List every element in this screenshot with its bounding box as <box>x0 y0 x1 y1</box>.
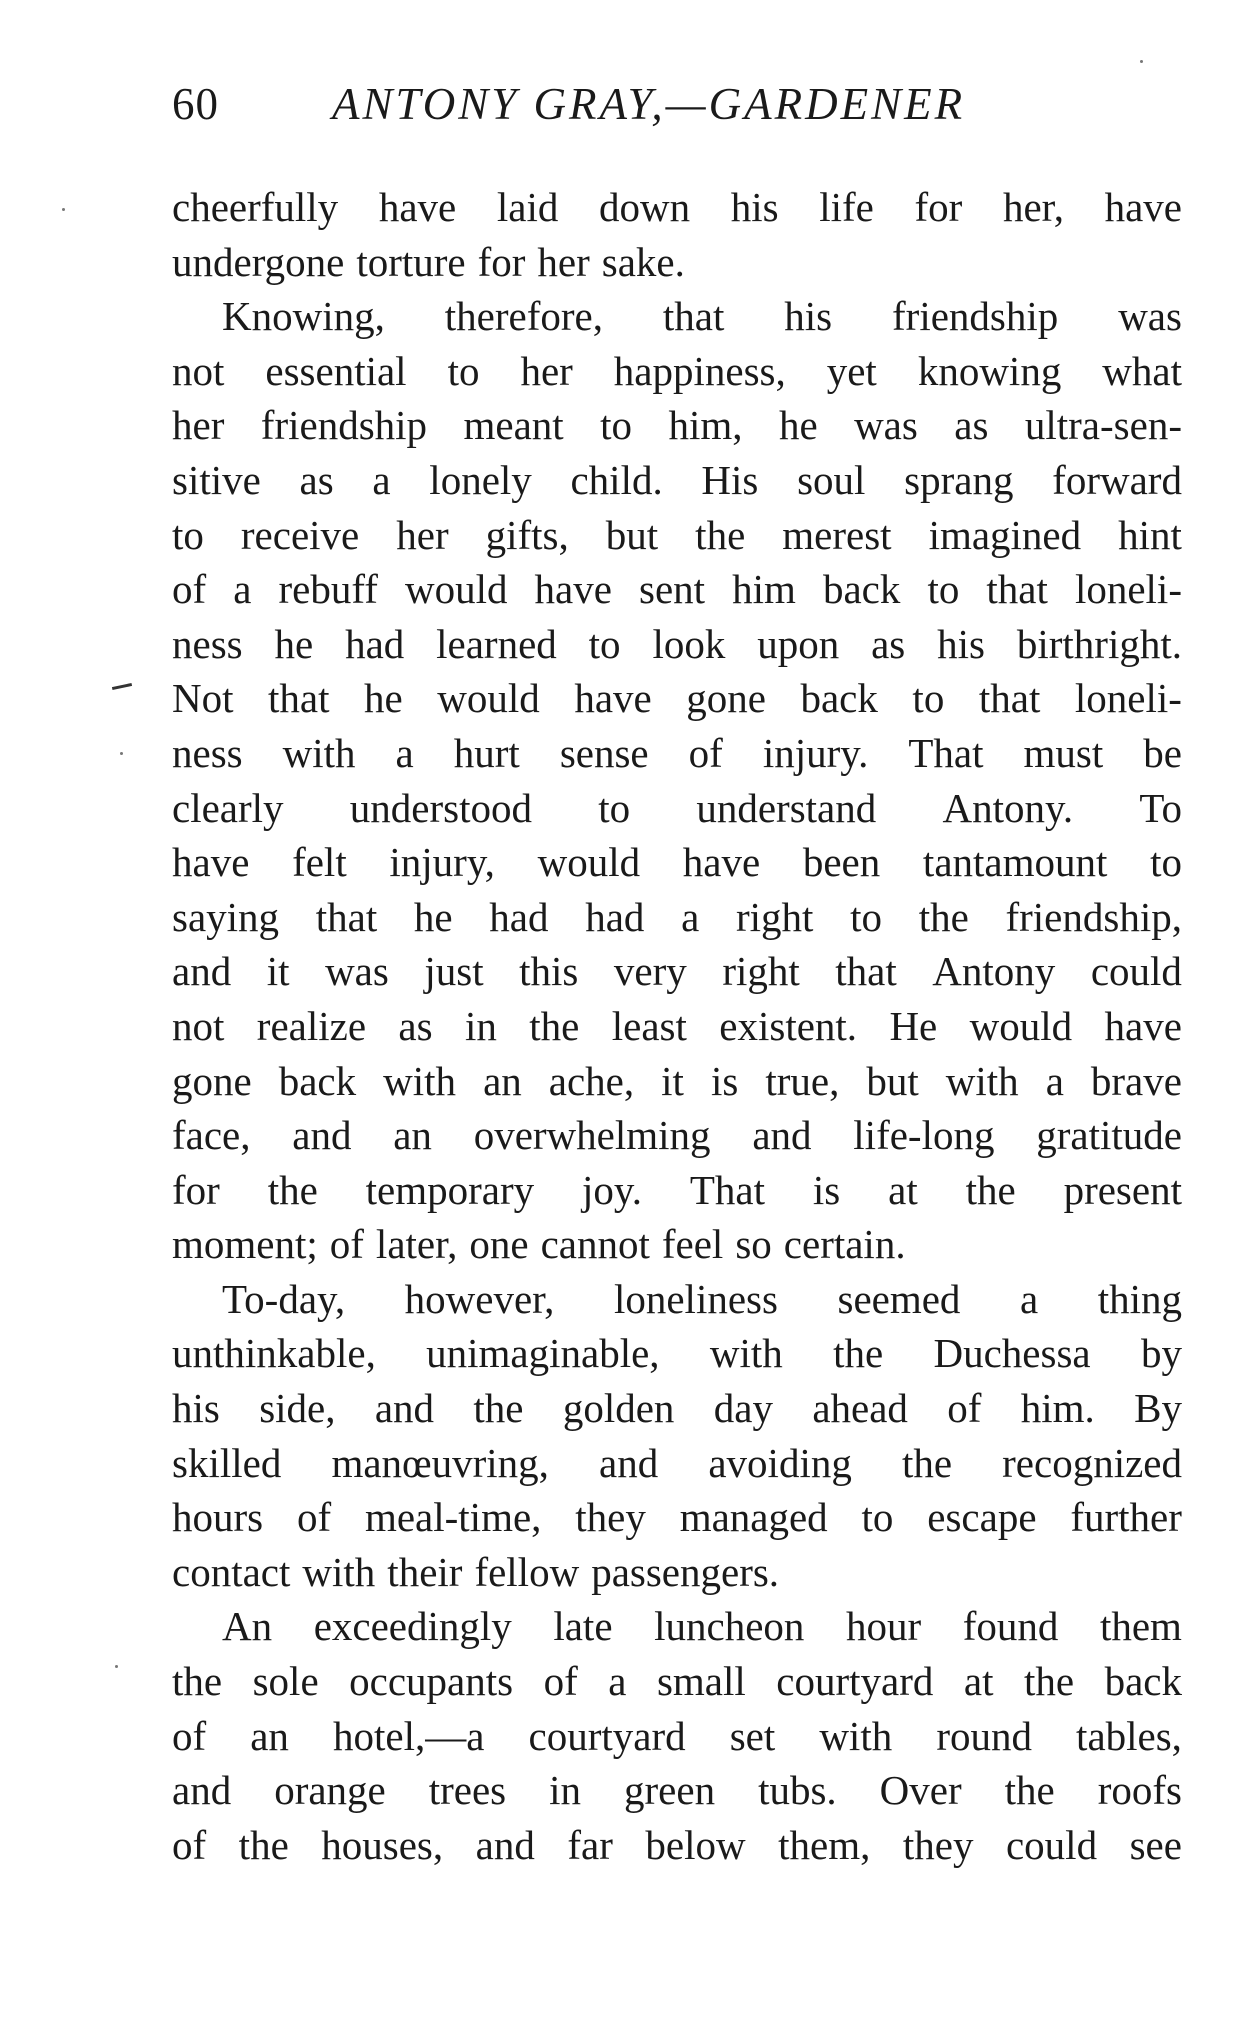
text-line: face, and an overwhelming and life-long gratitude <box>172 1112 1182 1159</box>
text-line: of an hotel,—a courtyard set with round tables, <box>172 1712 1182 1759</box>
text-line: and it was just this very right that Antony could <box>172 948 1182 995</box>
paper-speck <box>120 752 123 755</box>
text-line: the sole occupants of a small courtyard at the back <box>172 1658 1182 1705</box>
paper-speck <box>1140 60 1143 63</box>
text-line: unthinkable, unimaginable, with the Duchessa by <box>172 1330 1182 1377</box>
running-header <box>172 78 1192 138</box>
text-line: her friendship meant to him, he was as ultra-sen- <box>172 402 1182 449</box>
text-line: for the temporary joy. That is at the present <box>172 1166 1182 1213</box>
text-line: and orange trees in green tubs. Over the roofs <box>172 1767 1182 1814</box>
text-line: of a rebuff would have sent him back to that loneli- <box>172 566 1182 613</box>
text-line: Not that he would have gone back to that loneli- <box>172 675 1182 722</box>
text-line: to receive her gifts, but the merest imagined hint <box>172 511 1182 558</box>
page-number: 60 <box>172 79 219 129</box>
text-line: clearly understood to understand Antony. To <box>172 784 1182 831</box>
text-line: skilled manœuvring, and avoiding the recognized <box>172 1439 1182 1486</box>
paper-speck <box>115 1665 118 1668</box>
text-line: moment; of later, one cannot feel so certain. <box>172 1221 906 1268</box>
text-line: not realize as in the least existent. He would have <box>172 1002 1182 1049</box>
text-line: saying that he had had a right to the friendship, <box>172 893 1182 940</box>
text-line: Knowing, therefore, that his friendship was <box>222 293 1182 340</box>
running-title: ANTONY GRAY,—GARDENER <box>332 79 966 129</box>
text-line: cheerfully have laid down his life for her, have <box>172 184 1182 230</box>
text-line: ness with a hurt sense of injury. That must be <box>172 729 1182 776</box>
margin-pencil-mark <box>112 683 132 690</box>
text-line: undergone torture for her sake. <box>172 238 685 285</box>
text-line: not essential to her happiness, yet knowing what <box>172 347 1182 394</box>
text-line: An exceedingly late luncheon hour found them <box>222 1603 1182 1650</box>
text-line: To-day, however, loneliness seemed a thing <box>222 1275 1182 1322</box>
text-line: hours of meal-time, they managed to escape further <box>172 1494 1182 1541</box>
text-line: ness he had learned to look upon as his birthright. <box>172 620 1182 667</box>
text-line: contact with their fellow passengers. <box>172 1548 780 1595</box>
text-line: sitive as a lonely child. His soul sprang forward <box>172 456 1182 503</box>
text-line: gone back with an ache, it is true, but with a brave <box>172 1057 1182 1104</box>
paper-speck <box>62 208 65 211</box>
text-line: of the houses, and far below them, they could see <box>172 1821 1182 1868</box>
text-line: his side, and the golden day ahead of him. By <box>172 1385 1182 1432</box>
body-text <box>172 180 1182 1872</box>
text-line: have felt injury, would have been tantamount to <box>172 839 1182 886</box>
